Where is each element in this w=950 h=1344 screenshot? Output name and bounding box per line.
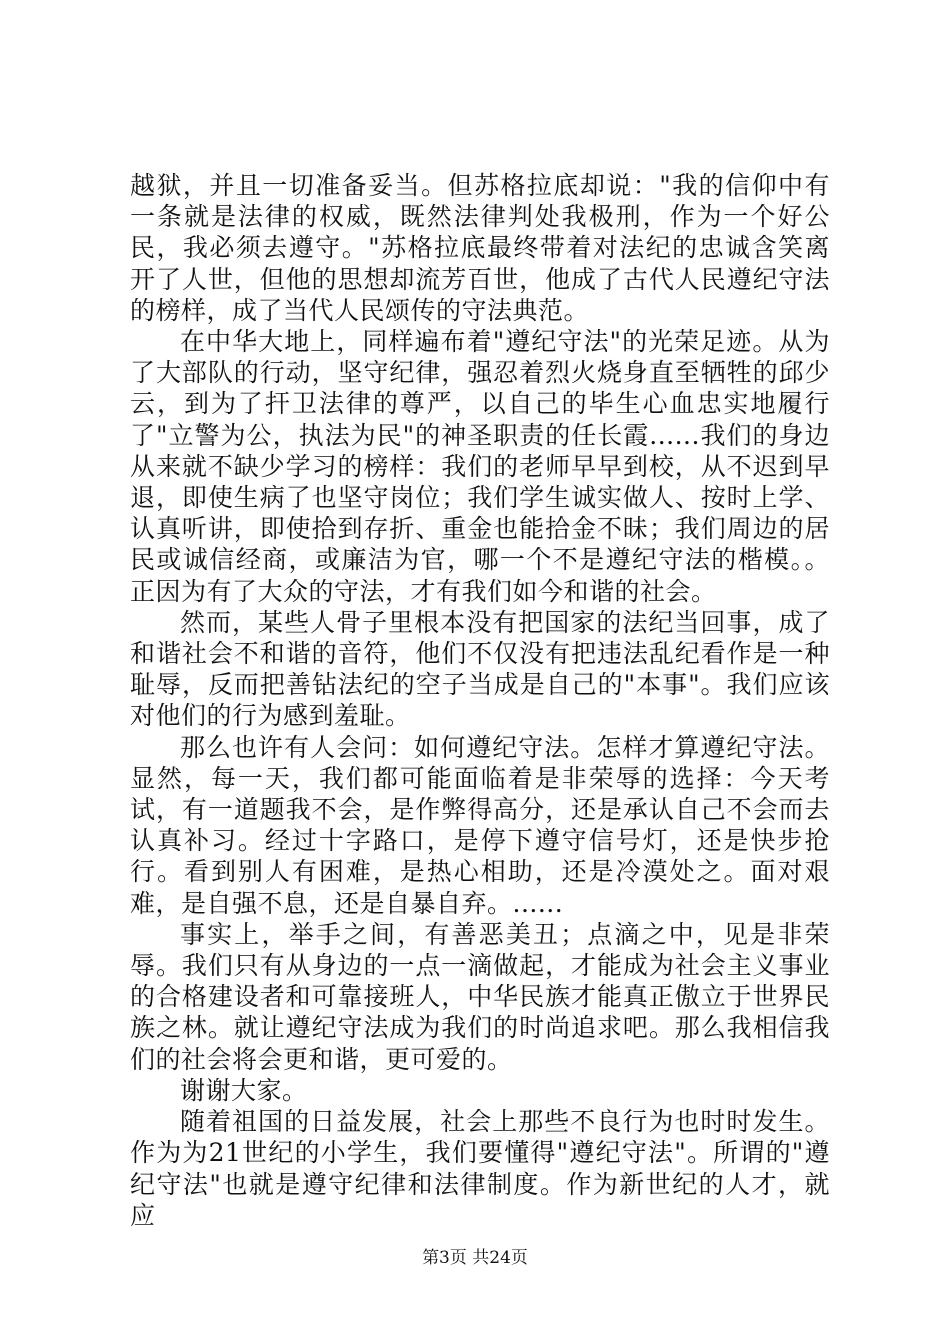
paragraph-1: 越狱，并且一切准备妥当。但苏格拉底却说："我的信仰中有一条就是法律的权威，既然法律判处我极刑，作为一个好公民，我必须去遵守。"苏格拉底最终带着对法纪的忠诚含笑离开了人世，但他的思想却流芳百世，他成了古代人民遵纪守法的榜样，成了当代人民颂传的守法典范。 (130, 171, 830, 325)
paragraph-4: 那么也许有人会问：如何遵纪守法。怎样才算遵纪守法。显然，每一天，我们都可能面临着是非荣辱的选择：今天考试，有一道题我不会，是作弊得高分，还是承认自己不会而去认真补习。经过十字路口，是停下遵守信号灯，还是快步抢行。看到别人有困难，是热心相助，还是冷漠处之。面对艰难，是自强不息，还是自暴自弃。...... (130, 732, 830, 918)
paragraph-7: 随着祖国的日益发展，社会上那些不良行为也时时发生。作为为21世纪的小学生，我们要懂得"遵纪守法"。所谓的"遵纪守法"也就是遵守纪律和法律制度。作为新世纪的人才，就应 (130, 1107, 830, 1230)
document-body (130, 170, 830, 1231)
paragraph-6: 谢谢大家。 (180, 1075, 308, 1105)
paragraph-5: 事实上，举手之间，有善恶美丑；点滴之中，见是非荣辱。我们只有从身边的一点一滴做起，才能成为社会主义事业的合格建设者和可靠接班人，中华民族才能真正傲立于世界民族之林。就让遵纪守法成为我们的时尚追求吧。那么我相信我们的社会将会更和谐，更可爱的。 (130, 919, 830, 1074)
paragraph-3: 然而，某些人骨子里根本没有把国家的法纪当回事，成了和谐社会不和谐的音符，他们不仅没有把违法乱纪看作是一种耻辱，反而把善钻法纪的空子当成是自己的"本事"。我们应该对他们的行为感到羞耻。 (130, 607, 830, 731)
paragraph-2: 在中华大地上，同样遍布着"遵纪守法"的光荣足迹。从为了大部队的行动，坚守纪律，强忍着烈火烧身直至牺牲的邱少云，到为了扞卫法律的尊严，以自己的毕生心血忠实地履行了"立警为公，执法为民"的神圣职责的任长霞......我们的身边从来就不缺少学习的榜样：我们的老师早早到校，从不迟到早退，即使生病了也坚守岗位；我们学生诚实做人、按时上学、认真听讲，即使拾到存折、重金也能拾金不昧；我们周边的居民或诚信经商，或廉洁为官，哪一个不是遵纪守法的楷模。。正因为有了大众的守法，才有我们如今和谐的社会。 (130, 327, 830, 606)
page-footer: 第3页 共24页 (422, 1248, 528, 1268)
